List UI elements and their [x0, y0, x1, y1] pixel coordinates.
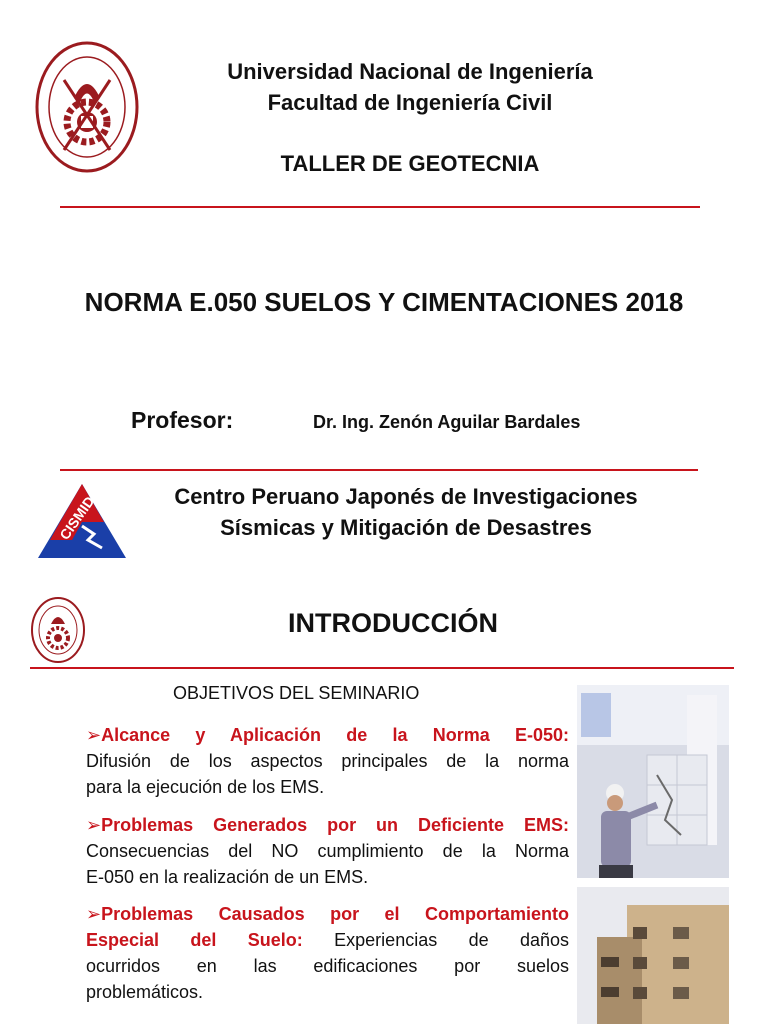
objectives-title: OBJETIVOS DEL SEMINARIO [173, 683, 420, 703]
objective-heading: Problemas Generados por un Deficiente EMS: [101, 815, 569, 835]
objective-text: E-050 en la realización de un EMS. [86, 867, 369, 887]
photo-engineer-inspecting-wall [577, 685, 729, 878]
faculty-name: Facultad de Ingeniería Civil [267, 90, 553, 115]
presentation-title: NORMA E.050 SUELOS Y CIMENTACIONES 2018 [84, 287, 684, 317]
objective-heading: Especial del Suelo: [86, 930, 303, 950]
objective-item [86, 812, 569, 890]
arrow-bullet-icon: ➢ [86, 725, 102, 745]
divider [60, 469, 698, 471]
cismid-logo [36, 482, 128, 560]
objective-text: Experiencias de daños [334, 930, 569, 950]
objective-heading: Alcance y Aplicación de la Norma E-050: [101, 725, 569, 745]
university-seal-logo [34, 40, 140, 174]
center-name-line2: Sísmicas y Mitigación de Desastres [220, 515, 592, 540]
svg-text:CISMID: CISMID [56, 493, 98, 543]
professor-label: Profesor: [131, 407, 234, 433]
course-title: TALLER DE GEOTECNIA [280, 151, 540, 176]
center-name-line1: Centro Peruano Japonés de Investigaciones [174, 484, 638, 509]
objective-heading: Problemas Causados por el Comportamiento [101, 904, 569, 924]
photo-damaged-building [577, 887, 729, 1024]
arrow-bullet-icon: ➢ [86, 904, 102, 924]
divider [30, 667, 734, 669]
arrow-bullet-icon: ➢ [86, 815, 102, 835]
university-seal-logo-small [30, 596, 86, 664]
divider [60, 206, 700, 208]
objective-text: Difusión de los aspectos principales de la norma [86, 751, 569, 771]
objective-text: Consecuencias del NO cumplimiento de la Norma [86, 841, 569, 861]
section-title: INTRODUCCIÓN [288, 608, 498, 638]
objective-item [86, 722, 569, 800]
objective-text: ocurridos en las edificaciones por suelos [86, 956, 569, 976]
objective-text: problemáticos. [86, 982, 204, 1002]
objective-text: para la ejecución de los EMS. [86, 777, 325, 797]
university-name: Universidad Nacional de Ingeniería [227, 59, 593, 84]
professor-name: Dr. Ing. Zenón Aguilar Bardales [313, 412, 581, 432]
objective-item [86, 901, 569, 1005]
